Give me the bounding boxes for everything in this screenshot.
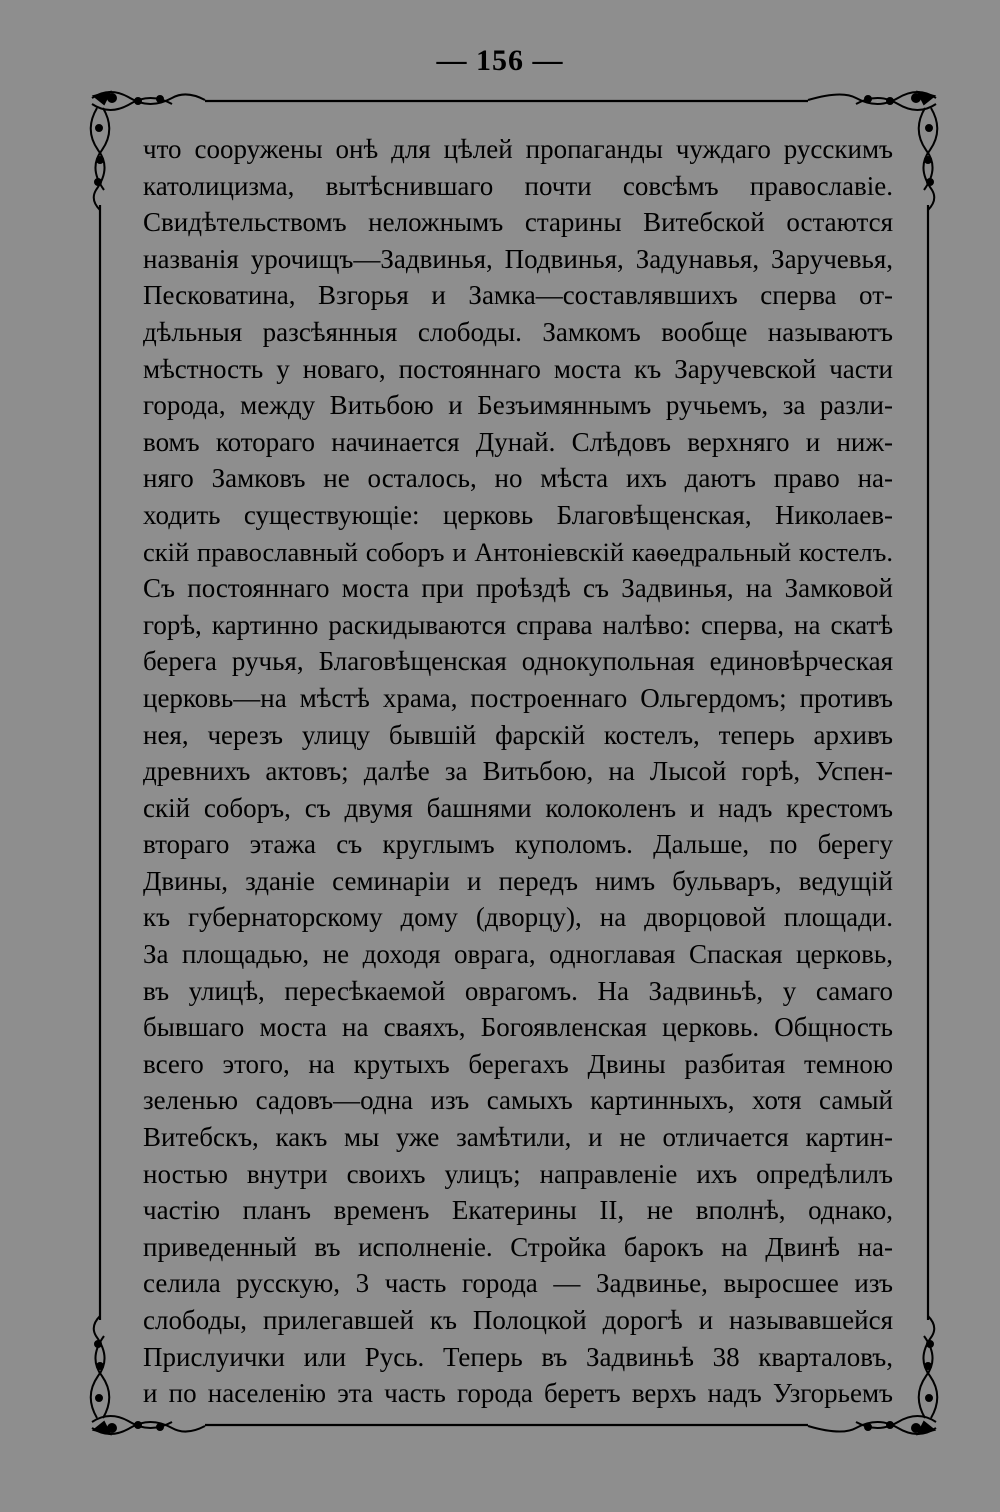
- page-number: — 156 —: [436, 44, 564, 77]
- text-line: церковь—на мѣстѣ храма, построеннаго Ольгердомъ; противъ: [143, 682, 893, 713]
- text-line: приведенный въ исполненіе. Стройка барокъ на Двинѣ на-: [143, 1231, 893, 1262]
- text-line: скій православный соборъ и Антоніевскій каѳедральный костелъ.: [143, 536, 893, 567]
- text-line: въ улицѣ, пересѣкаемой оврагомъ. На Задвиньѣ, у самаго: [143, 975, 893, 1006]
- text-line: ходить существующіе: церковь Благовѣщенская, Николаев-: [143, 499, 893, 530]
- text-line: няго Замковъ не осталось, но мѣста ихъ даютъ право на-: [143, 463, 893, 494]
- text-line: Витебскъ, какъ мы уже замѣтили, и не отличается картин-: [143, 1122, 893, 1153]
- text-line: Песковатина, Взгорья и Замка—составлявшихъ сперва от-: [143, 280, 893, 311]
- text-line: нея, черезъ улицу бывшій фарскій костелъ, теперь архивъ: [143, 719, 893, 750]
- text-line: берега ручья, Благовѣщенская однокупольная единовѣрческая: [143, 646, 893, 677]
- body-text: [143, 131, 893, 1412]
- text-line: скій соборъ, съ двумя башнями колоколенъ и надъ крестомъ: [143, 792, 893, 823]
- text-line: всего этого, на крутыхъ берегахъ Двины разбитая темною: [143, 1048, 893, 1079]
- text-line: Свидѣтельствомъ неложнымъ старины Витебской остаются: [143, 207, 893, 238]
- text-line: дѣльныя разсѣянныя слободы. Замкомъ вообще называютъ: [143, 316, 893, 347]
- text-line: католицизма, вытѣснившаго почти совсѣмъ православіе.: [143, 170, 893, 201]
- text-line: вомъ котораго начинается Дунай. Слѣдовъ верхняго и ниж-: [143, 426, 893, 457]
- text-line: Двины, зданіе семинаріи и передъ нимъ бульваръ, ведущій: [143, 865, 893, 896]
- text-line: втораго этажа съ круглымъ куполомъ. Дальше, по берегу: [143, 829, 893, 860]
- text-line: города, между Витьбою и Безъимяннымъ ручьемъ, за разли-: [143, 390, 893, 421]
- text-line: селила русскую, 3 часть города — Задвинье, выросшее изъ: [143, 1268, 893, 1299]
- text-line: слободы, прилегавшей къ Полоцкой дорогѣ и называвшейся: [143, 1305, 893, 1335]
- text-line: названія урочищъ—Задвинья, Подвинья, Задунавья, Заручевья,: [143, 243, 893, 274]
- text-line: бывшаго моста на сваяхъ, Богоявленская церковь. Общность: [143, 1012, 893, 1043]
- text-line: древнихъ актовъ; далѣе за Витьбою, на Лысой горѣ, Успен-: [143, 756, 893, 787]
- text-line: къ губернаторскому дому (дворцу), на дворцовой площади.: [143, 902, 893, 933]
- text-line: За площадью, не доходя оврага, одноглавая Спаская церковь,: [143, 939, 893, 970]
- text-line: Прислуички или Русь. Теперь въ Задвиньѣ 38 кварталовъ,: [143, 1341, 893, 1372]
- text-line: что сооружены онѣ для цѣлей пропаганды чуждаго русскимъ: [143, 134, 893, 164]
- text-line: мѣстность у новаго, постояннаго моста къ Заручевской части: [143, 353, 893, 384]
- text-line: горѣ, картинно раскидываются справа налѣво: сперва, на скатѣ: [143, 609, 893, 640]
- text-line: частію планъ временъ Екатерины II, не вполнѣ, однако,: [143, 1195, 893, 1226]
- text-line: ностью внутри своихъ улицъ; направленіе ихъ опредѣлилъ: [143, 1158, 893, 1189]
- text-line: и по населенію эта часть города беретъ верхъ надъ Узгорьемъ: [143, 1378, 893, 1409]
- text-line: Съ постояннаго моста при проѣздѣ съ Задвинья, на Замковой: [143, 573, 893, 604]
- text-line: зеленью садовъ—одна изъ самыхъ картинныхъ, хотя самый: [143, 1085, 893, 1116]
